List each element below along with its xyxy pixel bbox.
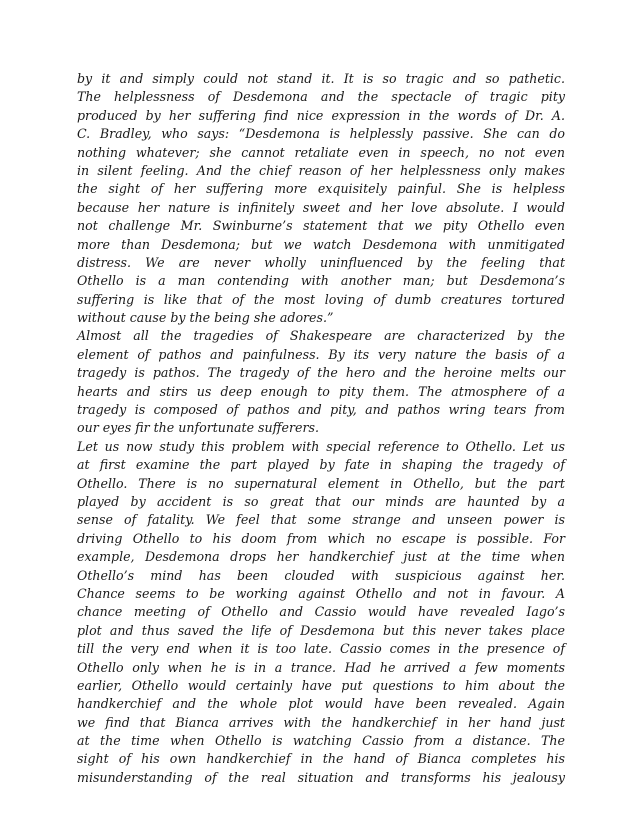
text-line: because her nature is infinitely sweet and her love absolute. I would [77, 199, 565, 215]
text-line: played by accident is so great that our minds are haunted by a [77, 493, 565, 509]
text-line: Chance seems to be working against Othello and not in favour. A [77, 585, 565, 601]
text-line: misunderstanding of the real situation and transforms his jealousy [77, 769, 565, 785]
text-line: Othello is a man contending with another man; but Desdemona’s [77, 273, 565, 289]
text-line: distress. We are never wholly uninfluenced by the feeling that [77, 254, 565, 270]
text-line: earlier, Othello would certainly have put questions to him about the [77, 677, 565, 693]
text-line: produced by her suffering find nice expression in the words of Dr. A. [77, 107, 565, 123]
text-line: Othello. There is no supernatural element in Othello, but the part [77, 475, 565, 491]
paragraph-end-line: our eyes fir the unfortunate sufferers. [77, 420, 319, 436]
text-line: nothing whatever; she cannot retaliate even in speech, no not even [77, 144, 565, 160]
text-line: the sight of her suffering more exquisitely painful. She is helpless [77, 181, 565, 197]
paragraph-end-line: without cause by the being she adores.” [77, 310, 334, 326]
text-line: element of pathos and painfulness. By its very nature the basis of a [77, 346, 565, 362]
text-line: we find that Bianca arrives with the handkerchief in her hand just [77, 714, 565, 730]
text-line: Almost all the tragedies of Shakespeare are characterized by the [77, 328, 565, 344]
text-line: sight of his own handkerchief in the hand of Bianca completes his [77, 751, 565, 767]
text-line: Othello only when he is in a trance. Had he arrived a few moments [77, 659, 565, 675]
text-line: example, Desdemona drops her handkerchief just at the time when [77, 549, 565, 565]
text-line: sense of fatality. We feel that some strange and unseen power is [77, 512, 565, 528]
body-text [77, 70, 565, 787]
text-line: Let us now study this problem with special reference to Othello. Let us [77, 438, 565, 454]
text-line: suffering is like that of the most loving of dumb creatures tortured [77, 291, 565, 307]
text-line: hearts and stirs us deep enough to pity them. The atmosphere of a [77, 383, 565, 399]
text-line: plot and thus saved the life of Desdemona but this never takes place [77, 622, 565, 638]
text-line: by it and simply could not stand it. It is so tragic and so pathetic. [77, 71, 565, 86]
text-line: at the time when Othello is watching Cassio from a distance. The [77, 733, 565, 749]
text-line: not challenge Mr. Swinburne’s statement that we pity Othello even [77, 218, 565, 234]
text-line: The helplessness of Desdemona and the spectacle of tragic pity [77, 89, 565, 105]
text-line: in silent feeling. And the chief reason of her helplessness only makes [77, 162, 565, 178]
text-line: handkerchief and the whole plot would have been revealed. Again [77, 696, 565, 712]
text-line: till the very end when it is too late. Cassio comes in the presence of [77, 641, 565, 657]
text-line: tragedy is pathos. The tragedy of the hero and the heroine melts our [77, 365, 565, 381]
text-line: at first examine the part played by fate in shaping the tragedy of [77, 457, 565, 473]
text-line: more than Desdemona; but we watch Desdemona with unmitigated [77, 236, 565, 252]
text-line: chance meeting of Othello and Cassio would have revealed Iago’s [77, 604, 565, 620]
text-line: Othello’s mind has been clouded with suspicious against her. [77, 567, 565, 583]
text-line: C. Bradley, who says: “Desdemona is helplessly passive. She can do [77, 126, 565, 142]
text-line: driving Othello to his doom from which no escape is possible. For [77, 530, 565, 546]
text-line: tragedy is composed of pathos and pity, and pathos wring tears from [77, 402, 565, 418]
